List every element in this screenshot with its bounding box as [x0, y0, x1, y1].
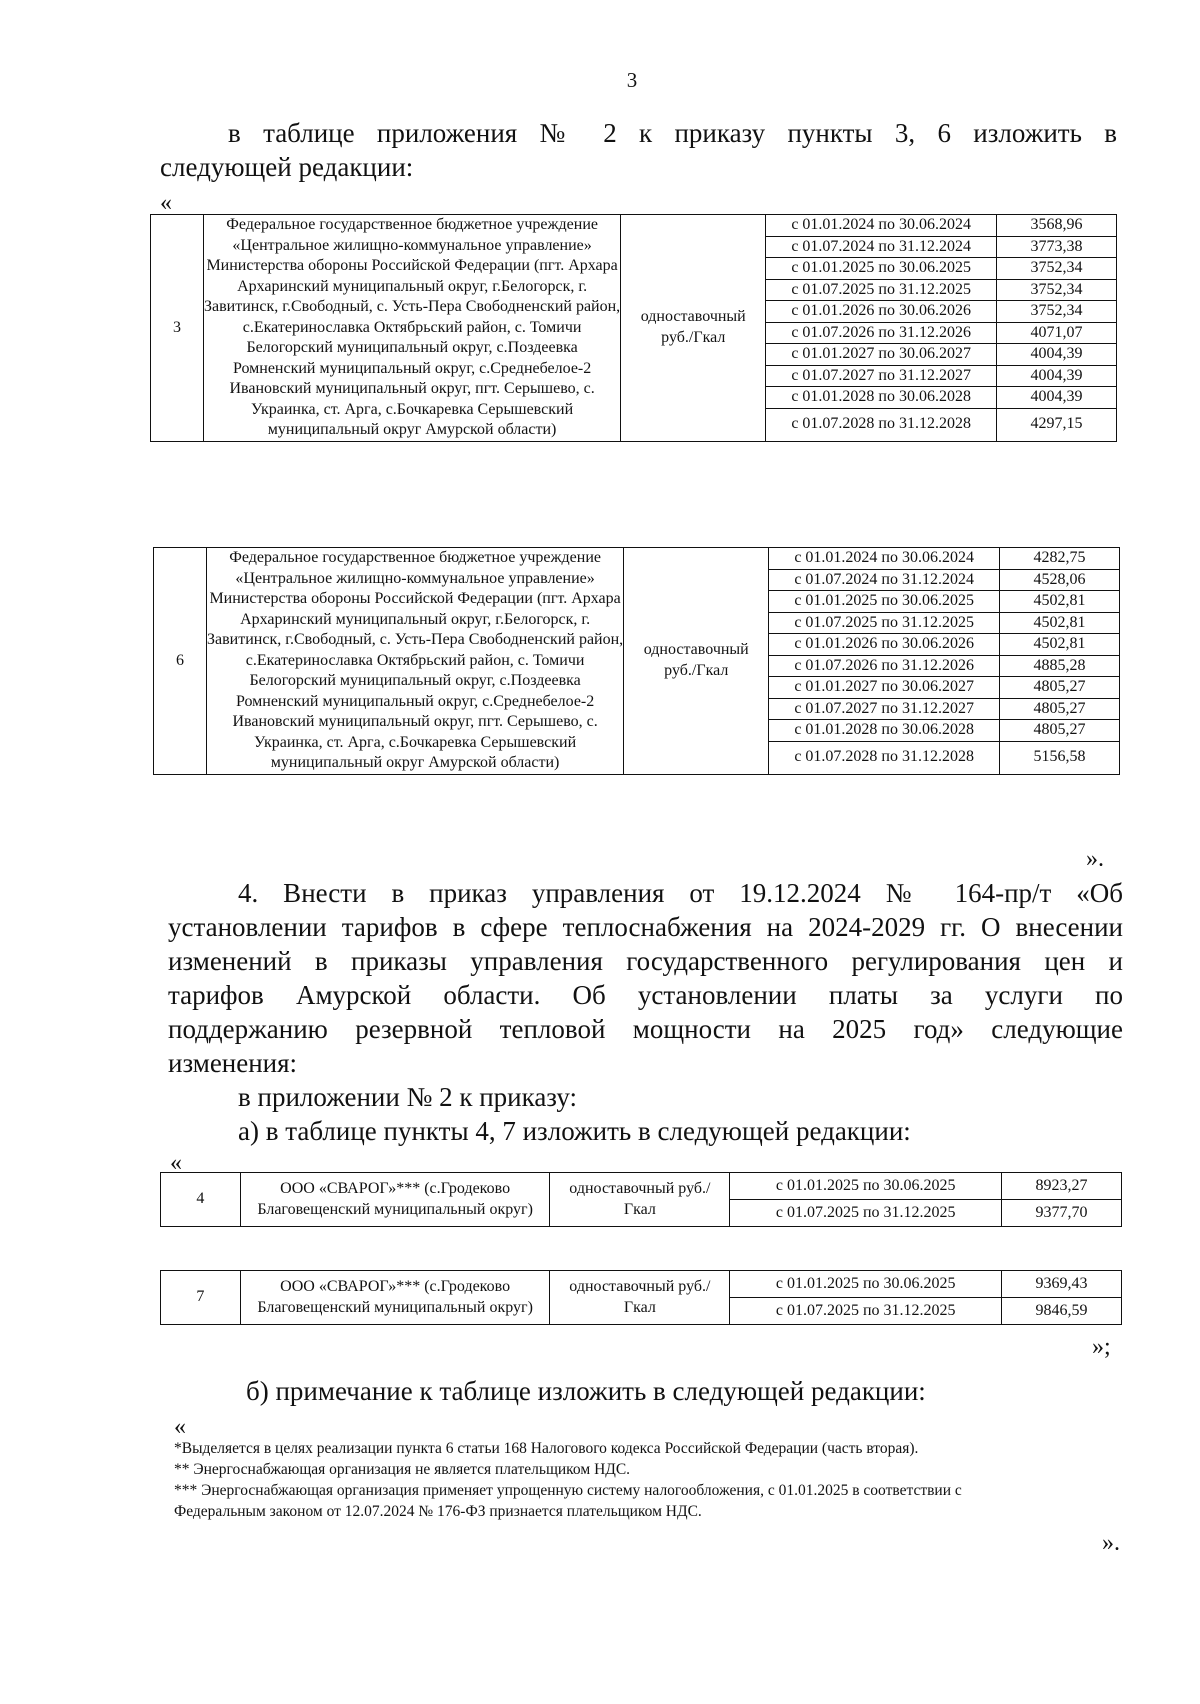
tariff-value: 3568,96: [997, 215, 1117, 237]
tariff-value: 3752,34: [997, 279, 1117, 301]
tariff-value: 4805,27: [1000, 677, 1120, 699]
item-4-line-3: изменений в приказы управления государственного регулирования цен и: [168, 946, 1123, 976]
row-number: 4: [161, 1173, 241, 1227]
table-row: [161, 1271, 1122, 1298]
tariff-period: с 01.07.2028 по 31.12.2028: [766, 408, 997, 441]
tariff-period: с 01.07.2025 по 31.12.2025: [730, 1200, 1002, 1227]
row-number: 6: [154, 548, 207, 775]
tariff-period: с 01.01.2024 по 30.06.2024: [766, 215, 997, 237]
tariff-value: 5156,58: [1000, 741, 1120, 774]
tariff-period: с 01.01.2025 по 30.06.2025: [730, 1271, 1002, 1298]
tariff-type: одноставочный руб./Гкал: [624, 548, 769, 775]
tariff-table-item-4: [160, 1172, 1122, 1227]
organization-name: Федеральное государственное бюджетное учреждение «Центральное жилищно-коммунальное управление» Министерства обороны Российской Федерации (пгт. Архара Архаринский муниципальный округ, г.Белогорск, г. Завитинск, г.Свободный, с. Усть-Пера Свободненский район, с.Екатеринославка Октябрьский район, с. Томичи Белогорский муниципальный округ, с.Поздеевка Ромненский муниципальный округ, с.Среднебелое-2 Ивановский муниципальный округ, пгт. Серышево, с. Украинка, ст. Арга, с.Бочкаревка Серышевский муниципальный округ Амурской области): [203, 215, 620, 442]
tariff-value: 4502,81: [1000, 591, 1120, 613]
tariff-period: с 01.01.2028 по 30.06.2028: [766, 387, 997, 409]
tariff-value: 9377,70: [1002, 1200, 1122, 1227]
tariff-period: с 01.07.2026 по 31.12.2026: [769, 655, 1000, 677]
item-4-sub-1: в приложении № 2 к приказу:: [238, 1082, 578, 1112]
row-number: 3: [151, 215, 204, 442]
tariff-value: 4805,27: [1000, 720, 1120, 742]
tariff-value: 4004,39: [997, 344, 1117, 366]
tariff-period: с 01.07.2027 по 31.12.2027: [769, 698, 1000, 720]
closing-quote-3: ».: [1102, 1530, 1120, 1556]
tariff-table-item-6: [153, 547, 1120, 775]
tariff-table-item-3: [150, 214, 1117, 442]
tariff-period: с 01.07.2024 по 31.12.2024: [766, 236, 997, 258]
quote-open-3: «: [174, 1414, 186, 1440]
tariff-table-item-4-body: [161, 1173, 1122, 1227]
tariff-period: с 01.01.2025 по 30.06.2025: [769, 591, 1000, 613]
organization-name: ООО «СВАРОГ»*** (с.Гродеково Благовещенский муниципальный округ): [240, 1173, 550, 1227]
tariff-period: с 01.01.2027 по 30.06.2027: [766, 344, 997, 366]
tariff-table-item-3-body: [151, 215, 1117, 442]
tariff-value: 3752,34: [997, 258, 1117, 280]
item-b-heading: б) примечание к таблице изложить в следующей редакции:: [246, 1376, 926, 1406]
tariff-value: 4004,39: [997, 365, 1117, 387]
tariff-period: с 01.07.2026 по 31.12.2026: [766, 322, 997, 344]
tariff-value: 4885,28: [1000, 655, 1120, 677]
tariff-period: с 01.01.2027 по 30.06.2027: [769, 677, 1000, 699]
item-4-line-1: 4. Внести в приказ управления от 19.12.2024 № 164-пр/т «Об: [238, 878, 1123, 908]
page-number: 3: [626, 68, 638, 92]
tariff-table-item-6-body: [154, 548, 1120, 775]
note-2: ** Энергоснабжающая организация не является плательщиком НДС.: [174, 1461, 631, 1478]
tariff-value: 4502,81: [1000, 612, 1120, 634]
tariff-period: с 01.01.2025 по 30.06.2025: [766, 258, 997, 280]
table-row: [154, 548, 1120, 570]
tariff-value: 9846,59: [1002, 1298, 1122, 1325]
table-row: [161, 1173, 1122, 1200]
tariff-table-item-7: [160, 1270, 1122, 1325]
tariff-type: одноставочный руб./Гкал: [550, 1271, 730, 1325]
tariff-table-item-7-body: [161, 1271, 1122, 1325]
note-4: Федеральным законом от 12.07.2024 № 176-ФЗ признается плательщиком НДС.: [174, 1503, 702, 1520]
closing-quote-2: »;: [1092, 1334, 1111, 1360]
table-notes: [174, 1438, 1124, 1522]
item-4-paragraph: [168, 876, 1123, 1080]
tariff-period: с 01.01.2024 по 30.06.2024: [769, 548, 1000, 570]
intro-line-1: в таблице приложения № 2 к приказу пункты 3, 6 изложить в: [228, 118, 1117, 148]
note-3: *** Энергоснабжающая организация применяет упрощенную систему налогообложения, с 01.01.2025 в соответствии с: [174, 1482, 962, 1499]
tariff-value: 9369,43: [1002, 1271, 1122, 1298]
tariff-period: с 01.07.2028 по 31.12.2028: [769, 741, 1000, 774]
table-row: [151, 215, 1117, 237]
quote-open-2: «: [170, 1150, 182, 1176]
tariff-period: с 01.01.2028 по 30.06.2028: [769, 720, 1000, 742]
tariff-period: с 01.07.2025 по 31.12.2025: [766, 279, 997, 301]
tariff-period: с 01.01.2026 по 30.06.2026: [769, 634, 1000, 656]
tariff-value: 4071,07: [997, 322, 1117, 344]
tariff-value: 4297,15: [997, 408, 1117, 441]
tariff-period: с 01.01.2025 по 30.06.2025: [730, 1173, 1002, 1200]
tariff-period: с 01.07.2025 по 31.12.2025: [730, 1298, 1002, 1325]
organization-name: ООО «СВАРОГ»*** (с.Гродеково Благовещенский муниципальный округ): [240, 1271, 550, 1325]
note-1: *Выделяется в целях реализации пункта 6 статьи 168 Налогового кодекса Российской Федерации (часть вторая).: [174, 1440, 919, 1457]
row-number: 7: [161, 1271, 241, 1325]
tariff-value: 4004,39: [997, 387, 1117, 409]
tariff-value: 8923,27: [1002, 1173, 1122, 1200]
item-4-line-6: изменения:: [168, 1048, 298, 1078]
intro-line-2: следующей редакции:: [160, 152, 414, 182]
tariff-value: 3773,38: [997, 236, 1117, 258]
item-4-line-4: тарифов Амурской области. Об установлении платы за услуги по: [168, 980, 1123, 1010]
item-4-line-5: поддержанию резервной тепловой мощности на 2025 год» следующие: [168, 1014, 1123, 1044]
item-4-line-2: установлении тарифов в сфере теплоснабжения на 2024-2029 гг. О внесении: [168, 912, 1123, 942]
tariff-value: 4282,75: [1000, 548, 1120, 570]
tariff-period: с 01.07.2024 по 31.12.2024: [769, 569, 1000, 591]
tariff-period: с 01.07.2027 по 31.12.2027: [766, 365, 997, 387]
tariff-value: 4805,27: [1000, 698, 1120, 720]
quote-open-1: «: [160, 190, 172, 216]
tariff-value: 4528,06: [1000, 569, 1120, 591]
tariff-type: одноставочный руб./Гкал: [621, 215, 766, 442]
tariff-type: одноставочный руб./Гкал: [550, 1173, 730, 1227]
tariff-value: 4502,81: [1000, 634, 1120, 656]
closing-quote-1: ».: [1086, 846, 1104, 872]
tariff-period: с 01.01.2026 по 30.06.2026: [766, 301, 997, 323]
tariff-period: с 01.07.2025 по 31.12.2025: [769, 612, 1000, 634]
organization-name: Федеральное государственное бюджетное учреждение «Центральное жилищно-коммунальное управление» Министерства обороны Российской Федерации (пгт. Архара Архаринский муниципальный округ, г.Белогорск, г. Завитинск, г.Свободный, с. Усть-Пера Свободненский район, с.Екатеринославка Октябрьский район, с. Томичи Белогорский муниципальный округ, с.Поздеевка Ромненский муниципальный округ, с.Среднебелое-2 Ивановский муниципальный округ, пгт. Серышево, с. Украинка, ст. Арга, с.Бочкаревка Серышевский муниципальный округ Амурской области): [206, 548, 623, 775]
item-4-sub-2: а) в таблице пункты 4, 7 изложить в следующей редакции:: [238, 1116, 911, 1146]
tariff-value: 3752,34: [997, 301, 1117, 323]
